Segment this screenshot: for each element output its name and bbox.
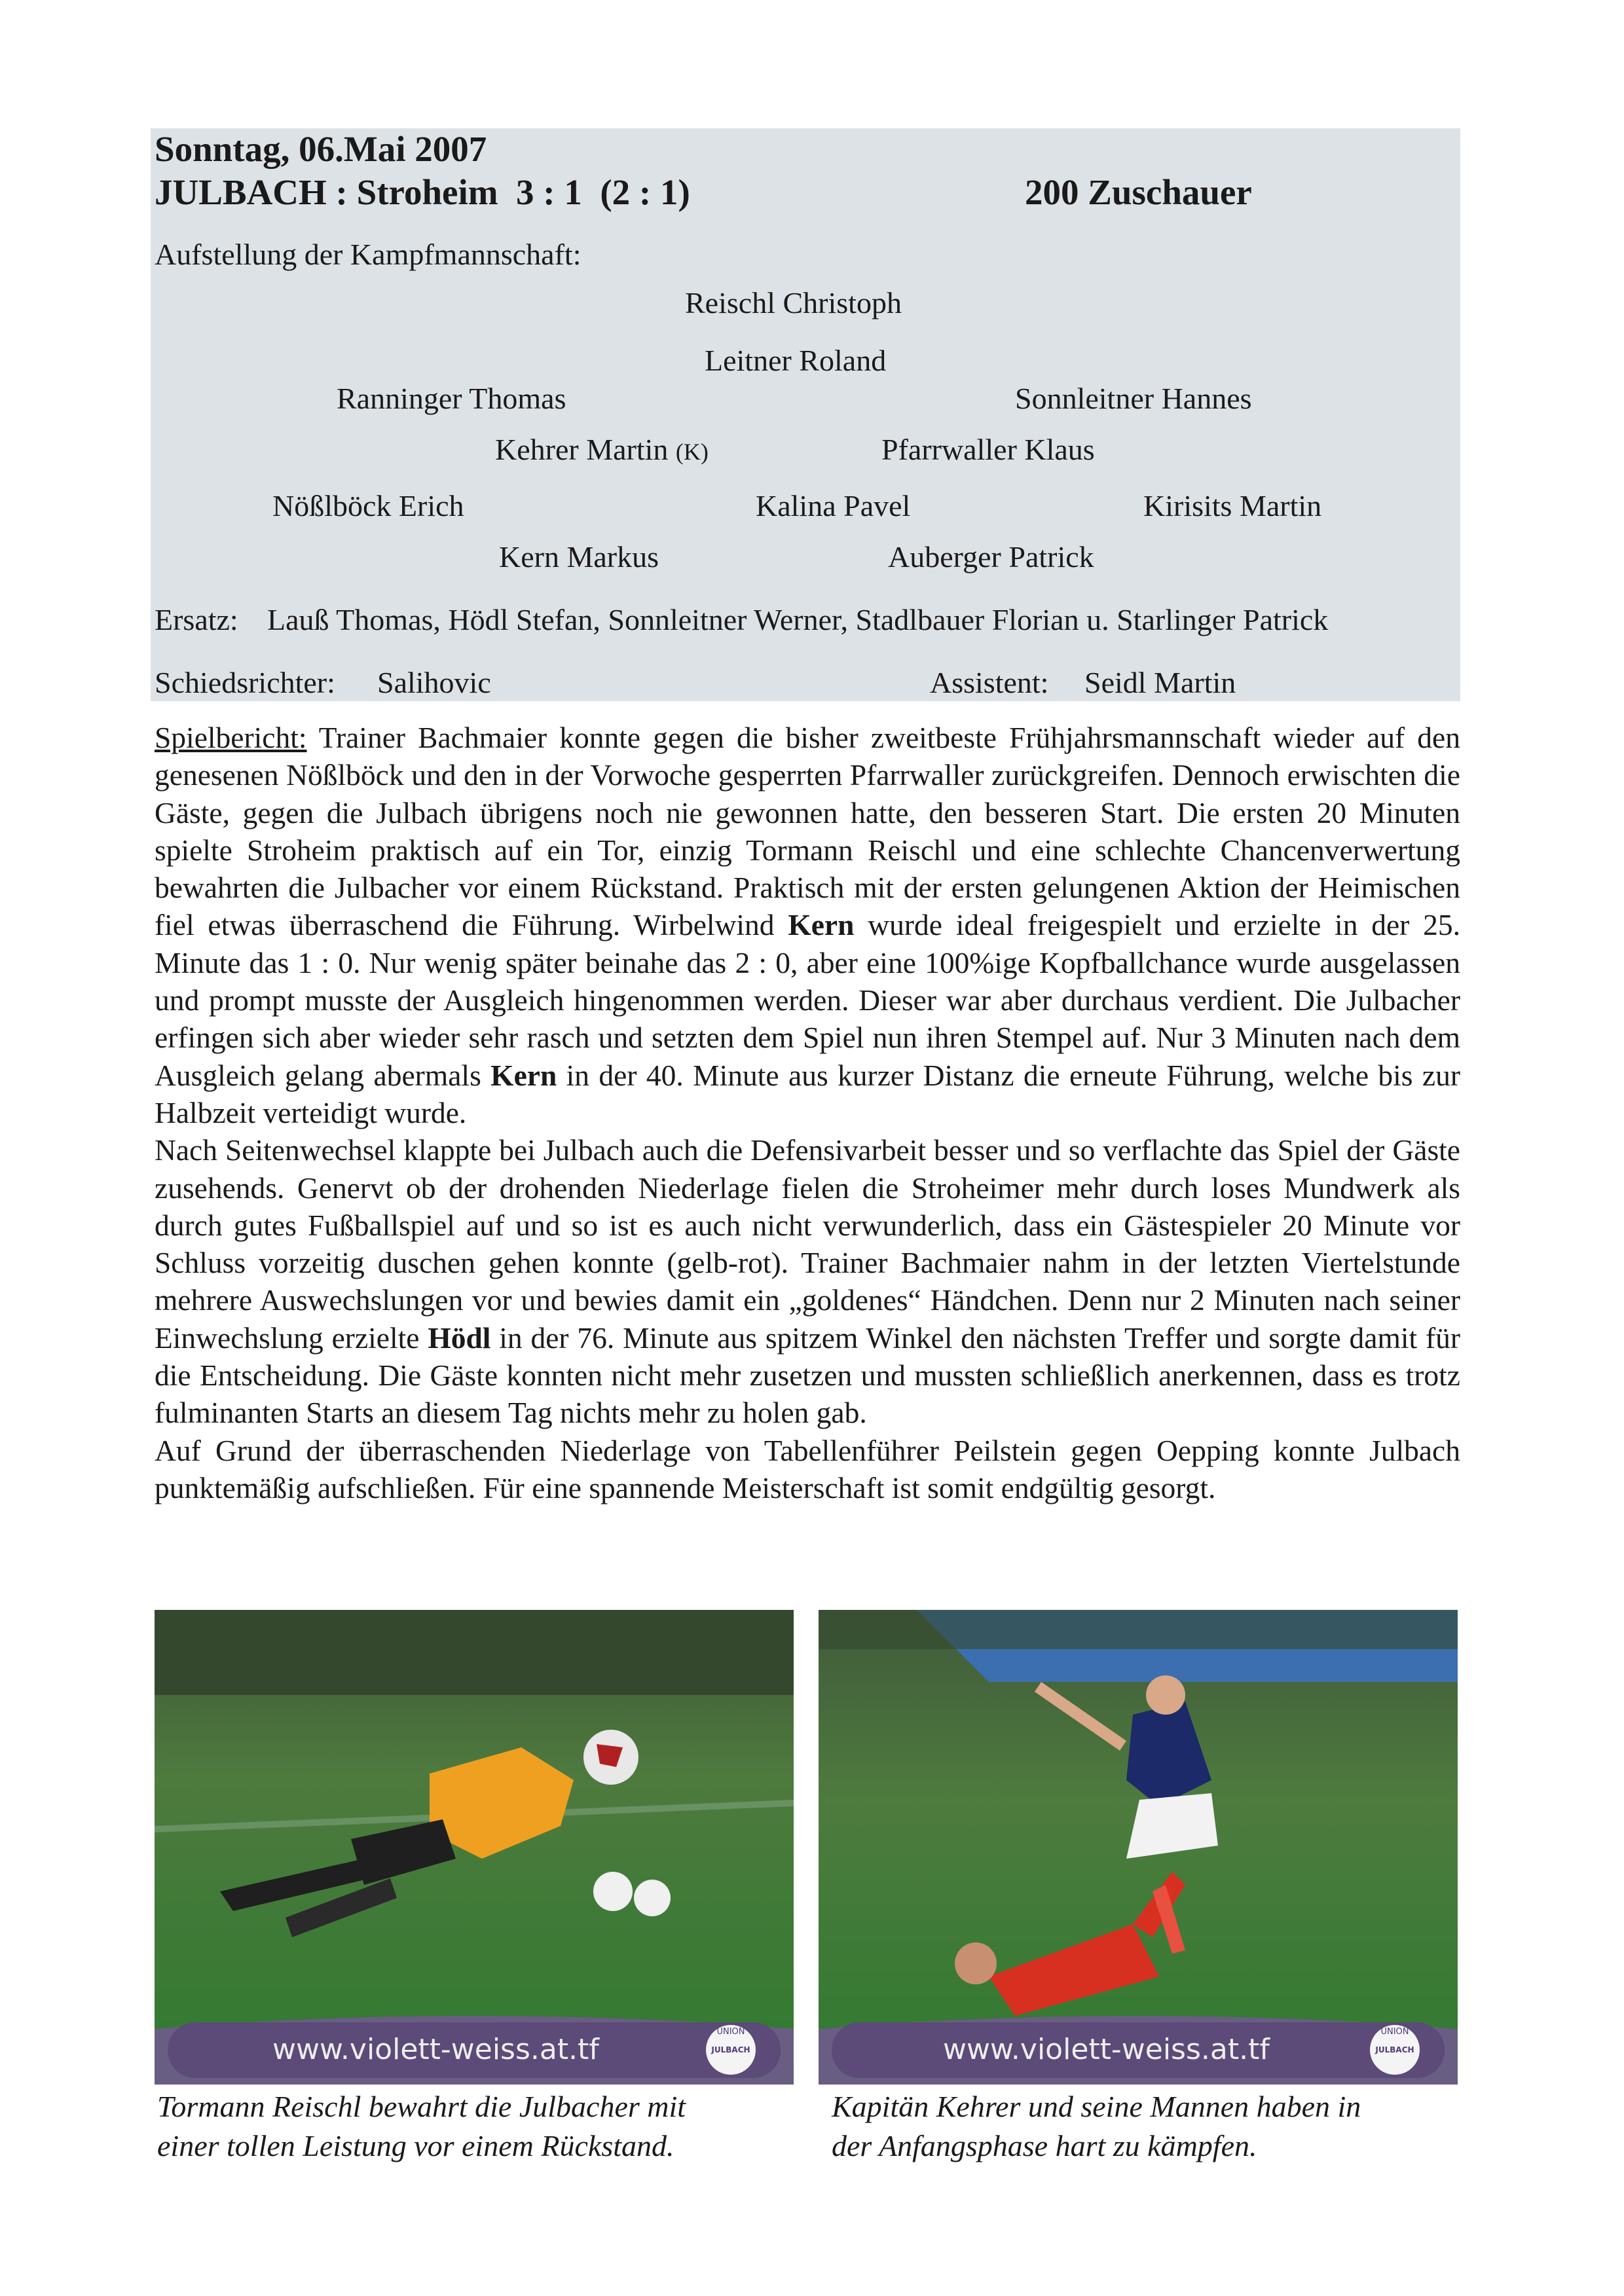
player-captain-name: Kehrer Martin	[495, 433, 669, 466]
svg-text:JULBACH: JULBACH	[1375, 2045, 1414, 2054]
lineup-label: Aufstellung der Kampfmannschaft:	[155, 238, 581, 271]
photo-duel-image	[819, 1610, 1458, 2085]
player-goalkeeper: Reischl Christoph	[685, 286, 902, 319]
svg-text:UNION: UNION	[716, 2027, 745, 2037]
photo-goalkeeper-image	[155, 1610, 794, 2085]
report-label: Spielbericht:	[155, 721, 307, 754]
player-wing-right: Kirisits Martin	[1143, 489, 1322, 522]
scorer-kern: Kern	[788, 908, 855, 942]
photo-captain-duel	[819, 1610, 1458, 2085]
spectators: 200 Zuschauer	[1025, 172, 1252, 212]
player-wing-left: Nößlböck Erich	[272, 489, 464, 522]
scorer-hoedl: Hödl	[428, 1321, 491, 1355]
photo-goalkeeper-save	[155, 1610, 794, 2085]
svg-text:UNION: UNION	[1380, 2027, 1409, 2037]
captain-mark: (K)	[675, 439, 709, 465]
player-def-left: Ranninger Thomas	[337, 382, 566, 415]
match-report	[155, 719, 1460, 1506]
substitutes-names: Lauß Thomas, Hödl Stefan, Sonnleitner Werner, Stadlbauer Florian u. Starlinger Patrick	[267, 603, 1329, 636]
photo-1-caption: Tormann Reischl bewahrt die Julbacher mit einer tollen Leistung vor einem Rückstand.	[157, 2090, 686, 2162]
assistant-label: Assistent:	[930, 666, 1049, 699]
report-paragraph-2: Nach Seitenwechsel klappte bei Julbach auch die Defensivarbeit besser und so verflachte das Spiel der Gäste zusehends. Genervt ob der drohenden Niederlage fielen die Stroheimer mehr durch loses Mundwerk als durch gutes Fußballspiel auf und so ist es auch nicht verwunderlich, dass ein Gästespieler 20 Minute vor Schluss vorzeitig duschen gehen konnte (gelb-rot). Trainer Bachmaier nahm in der letzten Viertelstunde mehrere Auswechslungen vor und bewies damit ein „goldenes“ Händchen. Denn nur 2 Minuten nach seiner Einwechslung erzielte Hödl in der 76. Minute aus spitzem Winkel den nächsten Treffer und sorgte damit für die Entscheidung. Die Gäste konnten nicht mehr zusetzen und mussten schließlich anerkennen, dass es trotz fulminanten Starts an diesem Tag nichts mehr zu holen gab.	[155, 1133, 1460, 1430]
match-result: JULBACH : Stroheim 3 : 1 (2 : 1)	[155, 172, 690, 212]
match-date: Sonntag, 06.Mai 2007	[155, 129, 487, 169]
referee-name: Salihovic	[377, 666, 491, 699]
report-paragraph-1: Spielbericht: Trainer Bachmaier konnte gegen die bisher zweitbeste Frühjahrsmannschaft wieder auf den genesenen Nößlböck und den in der Vorwoche gesperrten Pfarrwaller zurückgreifen. Dennoch erwischten die Gäste, gegen die Julbach übrigens noch nie gewonnen hatte, den besseren Start. Die ersten 20 Minuten spielte Stroheim praktisch auf ein Tor, einzig Tormann Reischl und eine schlechte Chancenverwertung bewahrten die Julbacher vor einem Rückstand. Praktisch mit der ersten gelungenen Aktion der Heimischen fiel etwas überraschend die Führung. Wirbelwind Kern wurde ideal freigespielt und erzielte in der 25. Minute das 1 : 0. Nur wenig später beinahe das 2 : 0, aber eine 100%ige Kopfballchance wurde ausgelassen und prompt musste der Ausgleich hingenommen werden. Dieser war aber durchaus verdient. Die Julbacher erfingen sich aber wieder sehr rasch und setzten dem Spiel nun ihren Stempel auf. Nur 3 Minuten nach dem Ausgleich gelang abermals Kern in der 40. Minute aus kurzer Distanz die erneute Führung, welche bis zur Halbzeit verteidigt wurde.	[155, 721, 1461, 1129]
player-center: Kalina Pavel	[756, 489, 911, 522]
player-fwd-left: Kern Markus	[499, 540, 659, 574]
player-def-right: Sonnleitner Hannes	[1015, 382, 1252, 415]
photo-watermark: www.violett-weiss.at.tf	[943, 2033, 1270, 2066]
report-paragraph-3: Auf Grund der überraschenden Niederlage von Tabellenführer Peilstein gegen Oepping konnte Julbach punktemäßig aufschließen. Für eine spannende Meisterschaft ist somit endgültig gesorgt.	[155, 1433, 1460, 1504]
player-fwd-right: Auberger Patrick	[888, 540, 1094, 574]
player-libero: Leitner Roland	[705, 344, 887, 377]
referee-label: Schiedsrichter:	[155, 666, 335, 699]
svg-text:JULBACH: JULBACH	[711, 2045, 750, 2054]
substitutes-label: Ersatz:	[155, 603, 238, 636]
player-captain	[495, 432, 709, 467]
photo-2-caption: Kapitän Kehrer und seine Mannen haben in der Anfangsphase hart zu kämpfen.	[832, 2090, 1361, 2162]
player-mid-right: Pfarrwaller Klaus	[881, 433, 1095, 466]
photo-watermark: www.violett-weiss.at.tf	[272, 2033, 599, 2066]
scorer-kern: Kern	[490, 1058, 557, 1092]
assistant-name: Seidl Martin	[1084, 666, 1236, 699]
